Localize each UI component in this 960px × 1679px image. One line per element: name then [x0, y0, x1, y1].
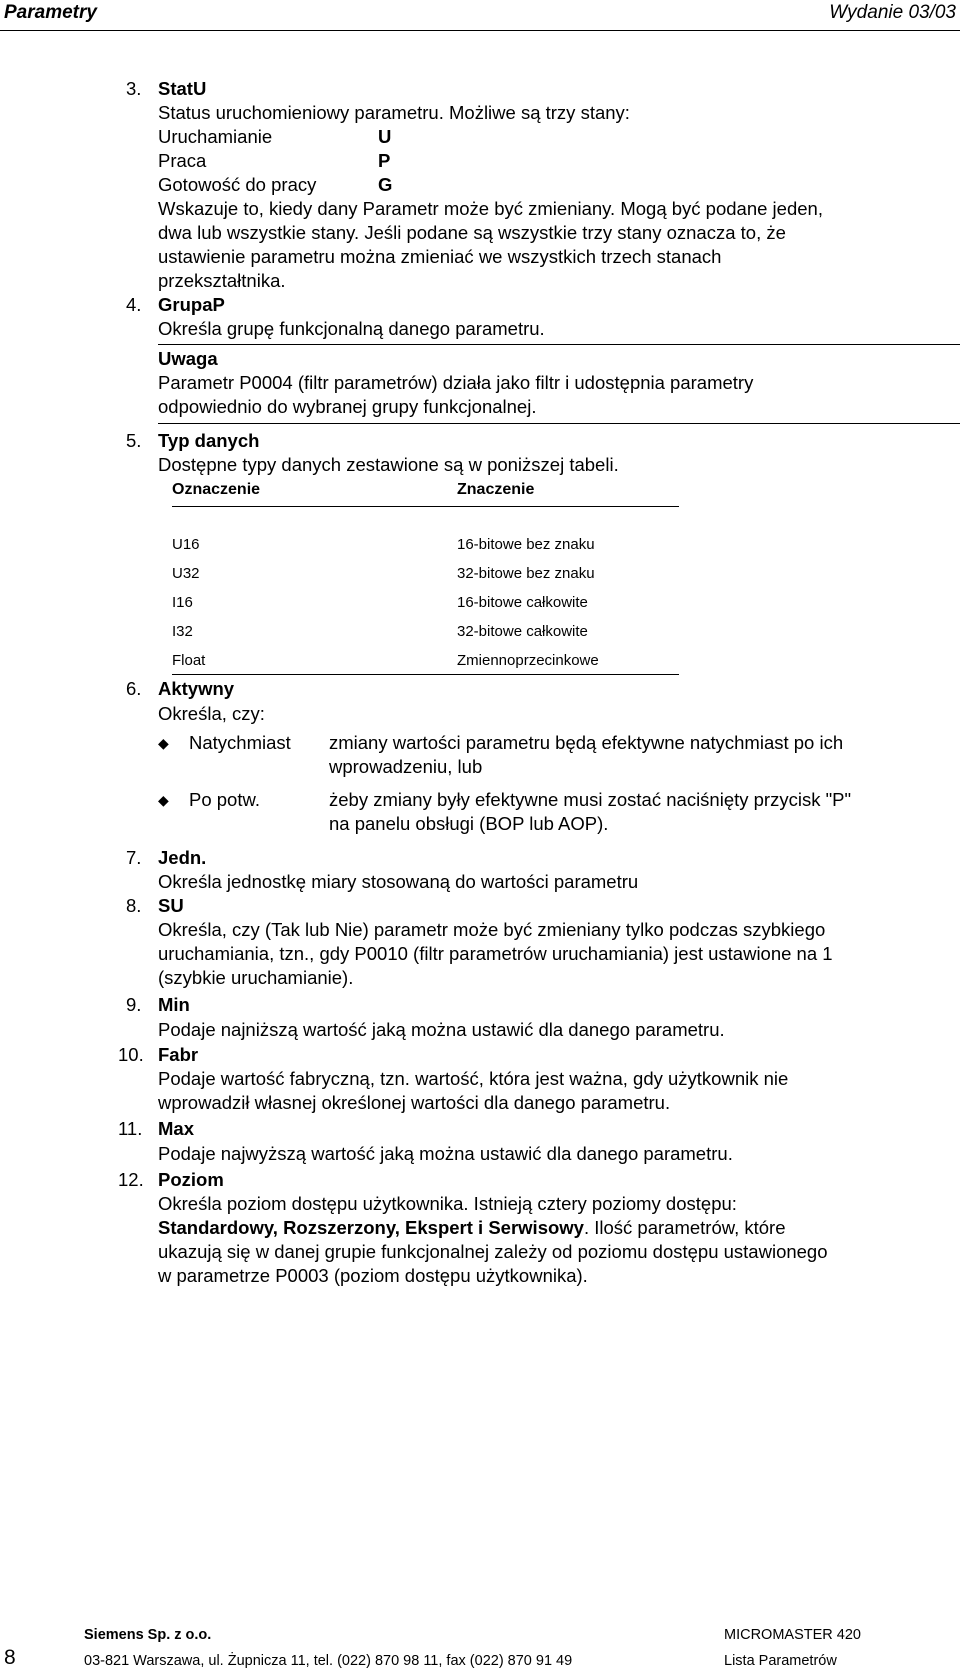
item-number: 4. — [126, 294, 142, 315]
diamond-bullet-icon: ◆ — [158, 792, 169, 808]
state-code: G — [378, 174, 393, 195]
footer-document: Lista Parametrów — [724, 1653, 837, 1669]
aktywny-text: Określa, czy: — [158, 703, 265, 724]
item-title-su: SU — [158, 895, 184, 916]
access-levels-bold: Standardowy, Rozszerzony, Ekspert i Serwisowy — [158, 1217, 584, 1238]
note-bottom-rule — [158, 423, 960, 424]
option-desc-line: wprowadzeniu, lub — [329, 756, 483, 777]
item-number: 7. — [126, 847, 142, 868]
statu-intro: Status uruchomieniowy parametru. Możliwe są trzy stany: — [158, 102, 630, 123]
grupap-text: Określa grupę funkcjonalną danego parametru. — [158, 318, 545, 339]
max-text: Podaje najwyższą wartość jaką można ustawić dla danego parametru. — [158, 1143, 733, 1164]
table-cell-meaning: 16-bitowe bez znaku — [457, 536, 595, 553]
table-header-rule — [172, 506, 679, 507]
page-number: 8 — [4, 1646, 16, 1669]
table-cell-code: U16 — [172, 536, 200, 553]
statu-para-line: Wskazuje to, kiedy dany Parametr może być zmieniany. Mogą być podane jeden, — [158, 198, 823, 219]
item-number: 3. — [126, 78, 142, 99]
option-desc-line: żeby zmiany były efektywne musi zostać naciśnięty przycisk "P" — [329, 789, 852, 810]
item-number: 5. — [126, 430, 142, 451]
item-title-aktywny: Aktywny — [158, 678, 235, 699]
page-header — [0, 0, 960, 31]
option-desc-line: na panelu obsługi (BOP lub AOP). — [329, 813, 609, 834]
note-line: odpowiednio do wybranej grupy funkcjonalnej. — [158, 396, 537, 417]
item-title-typ-danych: Typ danych — [158, 430, 260, 451]
fabr-line: Podaje wartość fabryczną, tzn. wartość, która jest ważna, gdy użytkownik nie — [158, 1068, 789, 1089]
table-bottom-rule — [172, 674, 679, 675]
su-line: uruchamiania, tzn., gdy P0010 (filtr parametrów uruchamiania) jest ustawione na 1 — [158, 943, 833, 964]
fabr-line: wprowadził własnej określonej wartości dla danego parametru. — [158, 1092, 671, 1113]
poziom-line: Określa poziom dostępu użytkownika. Istnieją cztery poziomy dostępu: — [158, 1193, 737, 1214]
item-number: 8. — [126, 895, 142, 916]
item-title-max: Max — [158, 1118, 194, 1139]
table-header-meaning: Znaczenie — [457, 481, 535, 498]
note-top-rule — [158, 344, 960, 345]
jedn-text: Określa jednostkę miary stosowaną do wartości parametru — [158, 871, 639, 892]
diamond-bullet-icon: ◆ — [158, 735, 169, 751]
state-code: U — [378, 126, 392, 147]
min-text: Podaje najniższą wartość jaką można ustawić dla danego parametru. — [158, 1019, 725, 1040]
statu-para-line: dwa lub wszystkie stany. Jeśli podane są wszystkie trzy stany oznacza to, że — [158, 222, 786, 243]
table-cell-meaning: 32-bitowe całkowite — [457, 623, 588, 640]
item-number: 9. — [126, 994, 142, 1015]
table-cell-code: Float — [172, 652, 206, 669]
table-cell-meaning: 16-bitowe całkowite — [457, 594, 588, 611]
footer-company: Siemens Sp. z o.o. — [84, 1627, 212, 1643]
item-title-fabr: Fabr — [158, 1044, 199, 1065]
table-cell-code: U32 — [172, 565, 200, 582]
option-label: Natychmiast — [189, 732, 291, 753]
option-desc-line: zmiany wartości parametru będą efektywne natychmiast po ich — [329, 732, 844, 753]
option-label: Po potw. — [189, 789, 260, 810]
item-number: 11. — [118, 1118, 143, 1139]
note-line: Parametr P0004 (filtr parametrów) działa jako filtr i udostępnia parametry — [158, 372, 754, 393]
typ-danych-text: Dostępne typy danych zestawione są w poniższej tabeli. — [158, 454, 619, 475]
table-header-designation: Oznaczenie — [172, 481, 261, 498]
poziom-line: ukazują się w danej grupie funkcjonalnej zależy od poziomu dostępu ustawionego — [158, 1241, 828, 1262]
state-label: Gotowość do pracy — [158, 174, 317, 195]
table-cell-code: I16 — [172, 594, 193, 611]
table-cell-meaning: Zmiennoprzecinkowe — [457, 652, 599, 669]
statu-para-line: przekształtnika. — [158, 270, 286, 291]
state-label: Praca — [158, 150, 207, 171]
header-section-title: Parametry — [4, 2, 97, 23]
su-line: (szybkie uruchamianie). — [158, 967, 354, 988]
header-edition: Wydanie 03/03 — [829, 2, 956, 23]
item-title-statu: StatU — [158, 78, 207, 99]
item-title-min: Min — [158, 994, 190, 1015]
note-title: Uwaga — [158, 348, 218, 369]
table-cell-code: I32 — [172, 623, 193, 640]
su-line: Określa, czy (Tak lub Nie) parametr może być zmieniany tylko podczas szybkiego — [158, 919, 826, 940]
statu-para-line: ustawienie parametru można zmieniać we wszystkich trzech stanach — [158, 246, 722, 267]
item-number: 10. — [118, 1044, 144, 1065]
item-number: 6. — [126, 678, 142, 699]
footer-address: 03-821 Warszawa, ul. Żupnicza 11, tel. (022) 870 98 11, fax (022) 870 91 49 — [84, 1653, 573, 1669]
poziom-line: w parametrze P0003 (poziom dostępu użytkownika). — [158, 1265, 588, 1286]
state-label: Uruchamianie — [158, 126, 273, 147]
poziom-line-rest: . Ilość parametrów, które — [583, 1217, 786, 1238]
item-title-grupap: GrupaP — [158, 294, 225, 315]
item-number: 12. — [118, 1169, 144, 1190]
poziom-line — [158, 1216, 786, 1240]
footer-product: MICROMASTER 420 — [724, 1627, 861, 1643]
table-cell-meaning: 32-bitowe bez znaku — [457, 565, 595, 582]
item-title-poziom: Poziom — [158, 1169, 224, 1190]
item-title-jedn: Jedn. — [158, 847, 207, 868]
state-code: P — [378, 150, 391, 171]
